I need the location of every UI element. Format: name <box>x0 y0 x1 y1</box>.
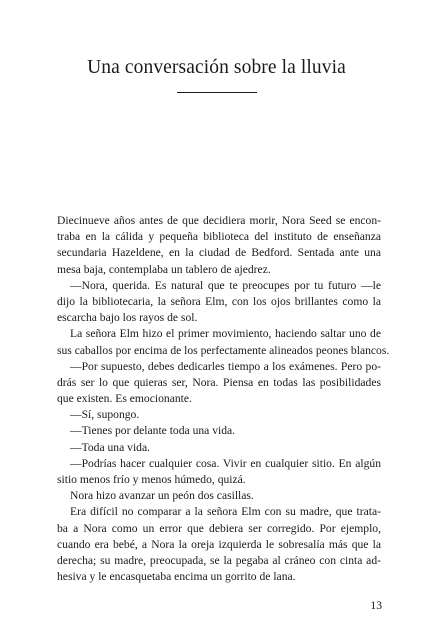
chapter-title: Una conversación sobre la lluvia <box>87 57 346 78</box>
paragraph <box>57 278 381 327</box>
paragraph <box>57 456 381 488</box>
text-line: Era difícil no comparar a la señora Elm con su madre, que trata- <box>70 505 381 519</box>
paragraph <box>57 504 381 585</box>
text-line: La señora Elm hizo el primer movimiento, haciendo saltar uno de <box>70 327 381 341</box>
text-line: cuando era bebé, a Nora la oreja izquierda le sobresalía más que la <box>57 537 381 551</box>
title-underline-rule <box>177 92 257 93</box>
text-line: Nora hizo avanzar un peón dos casillas. <box>70 489 254 503</box>
text-line: —Toda una vida. <box>70 440 151 454</box>
text-line: que existen. Es emocionante. <box>57 392 192 406</box>
page-number: 13 <box>370 599 382 612</box>
paragraph <box>57 213 381 278</box>
paragraph <box>57 407 381 423</box>
text-line: Diecinueve años antes de que decidiera morir, Nora Seed se encon- <box>57 214 381 227</box>
text-line: traba en la cálida y pequeña biblioteca del instituto de enseñanza <box>57 230 381 244</box>
paragraph <box>57 359 381 408</box>
text-line: mesa baja, contemplaba un tablero de ajedrez. <box>57 262 271 276</box>
paragraph <box>57 326 390 358</box>
text-line: —Podrías hacer cualquier cosa. Vivir en cualquier sitio. En algún <box>70 456 381 470</box>
paragraph <box>57 440 381 456</box>
text-line: derecha; su madre, preocupada, se la pegaba al cráneo con cinta ad- <box>57 553 381 567</box>
text-line: —Sí, supongo. <box>70 408 140 422</box>
text-line: drás ser lo que quieras ser, Nora. Piensa en todas las posibilidades <box>57 375 381 389</box>
text-line: dijo la bibliotecaria, la señora Elm, con los ojos brillantes como la <box>57 294 381 308</box>
text-line: —Tienes por delante toda una vida. <box>70 424 236 438</box>
paragraph <box>57 423 381 439</box>
text-line: —Por supuesto, debes dedicarles tiempo a los exámenes. Pero po- <box>70 359 381 373</box>
paragraph <box>57 488 381 504</box>
text-line: secundaria Hazeldene, en la ciudad de Bedford. Sentada ante una <box>57 246 381 260</box>
body-text <box>57 213 390 585</box>
text-line: —Nora, querida. Es natural que te preocupes por tu futuro —le <box>70 278 381 292</box>
text-line: escarcha bajo los rayos de sol. <box>57 311 198 325</box>
text-line: hesiva y le encasquetaba encima un gorrito de lana. <box>57 570 296 584</box>
text-line: sus caballos por encima de los perfectamente alineados peones blancos. <box>57 343 390 357</box>
text-line: ba a Nora como un error que debiera ser corregido. Por ejemplo, <box>57 521 381 535</box>
text-line: sitio menos frío y menos húmedo, quizá. <box>57 473 246 486</box>
